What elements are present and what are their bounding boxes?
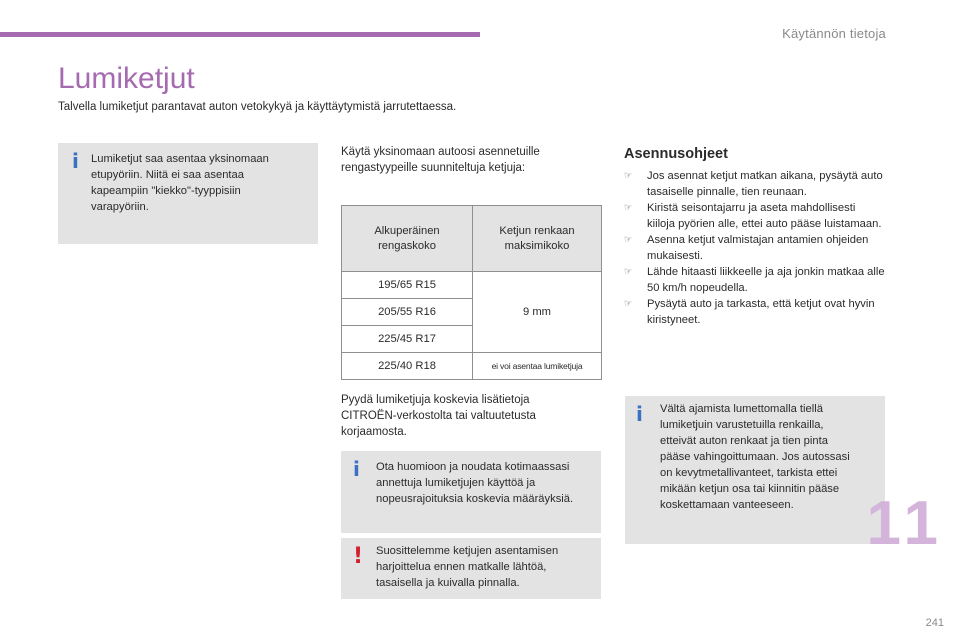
note-text: Ota huomioon ja noudata kotimaassasi annettuja lumiketjujen käyttöä ja nopeusrajoituksia koskevia määräyksiä. <box>376 461 574 505</box>
table-header-chain-size: Ketjun renkaan maksimikoko <box>473 206 602 272</box>
note-local-rules <box>341 451 601 533</box>
steps-title: Asennusohjeet <box>624 146 728 162</box>
page-title: Lumiketjut <box>58 62 195 95</box>
note-spare-wheel <box>58 143 318 244</box>
list-item: ☞ Jos asennat ketjut matkan aikana, pysäytä auto tasaiselle pinnalle, tien reunaan. <box>624 170 883 198</box>
table-cell-size: 205/55 R16 <box>342 299 473 326</box>
steps-list <box>624 168 886 328</box>
note-snow-free-road <box>625 396 885 544</box>
more-info-text: Pyydä lumiketjuja koskevia lisätietoja CITROËN-verkostolta tai valtuutetusta korjaamosta. <box>341 394 536 438</box>
bullet-icon: ☞ <box>624 203 633 213</box>
table-cell-size: 225/45 R17 <box>342 326 473 353</box>
note-text: Lumiketjut saa asentaa yksinomaan etupyöriin. Niitä ei saa asentaa kapeampiin "kiekko"-tyyppisiin varapyöriin. <box>91 153 269 213</box>
table-cell-chain-value: 9 mm <box>473 272 602 353</box>
info-icon: i <box>636 402 643 426</box>
info-icon: i <box>72 149 79 173</box>
section-title: Käytännön tietoja <box>782 26 886 41</box>
info-icon: i <box>353 457 360 481</box>
list-item: ☞ Pysäytä auto ja tarkasta, että ketjut ovat hyvin kiristyneet. <box>624 298 875 326</box>
bullet-icon: ☞ <box>624 171 633 181</box>
header-accent-bar <box>0 32 480 37</box>
note-text: Suosittelemme ketjujen asentamisen harjoittelua ennen matkalle lähtöä, tasaisella ja kuivalla pinnalla. <box>376 545 559 589</box>
table-cell-size: 225/40 R18 <box>342 353 473 380</box>
warning-icon: ! <box>353 544 364 569</box>
chapter-number: 11 <box>866 489 944 558</box>
list-item: ☞ Kiristä seisontajarru ja aseta mahdollisesti kiiloja pyörien alle, ettei auto pääse luistamaan. <box>624 202 882 230</box>
list-item: ☞ Asenna ketjut valmistajan antamien ohjeiden mukaisesti. <box>624 234 869 262</box>
table-header-tire-size: Alkuperäinen rengaskoko <box>342 206 473 272</box>
list-item: ☞ Lähde hitaasti liikkeelle ja aja jonkin matkaa alle 50 km/h nopeudella. <box>624 266 885 294</box>
table-cell-size: 195/65 R15 <box>342 272 473 299</box>
table-cell-no-chains: ei voi asentaa lumiketjuja <box>473 353 602 380</box>
bullet-icon: ☞ <box>624 235 633 245</box>
note-practice <box>341 538 601 599</box>
note-text: Vältä ajamista lumettomalla tiellä lumiketjuin varustetuilla renkailla, etteivät auton renkaat ja tien pinta pääse vahingoittumaan. Jos autossasi on kevytmetallivanteet, tarkista ettei mikään ketjun osa tai kiinnitin pääse koskettamaan vanteeseen. <box>660 403 850 511</box>
intro-text: Talvella lumiketjut parantavat auton vetokykyä ja käyttäytymistä jarrutettaessa. <box>58 101 457 113</box>
bullet-icon: ☞ <box>624 267 633 277</box>
usage-text: Käytä yksinomaan autoosi asennetuille rengastyypeille suunniteltuja ketjuja: <box>341 146 540 174</box>
bullet-icon: ☞ <box>624 299 633 309</box>
tire-size-table <box>341 205 602 380</box>
page-number: 241 <box>925 617 944 629</box>
